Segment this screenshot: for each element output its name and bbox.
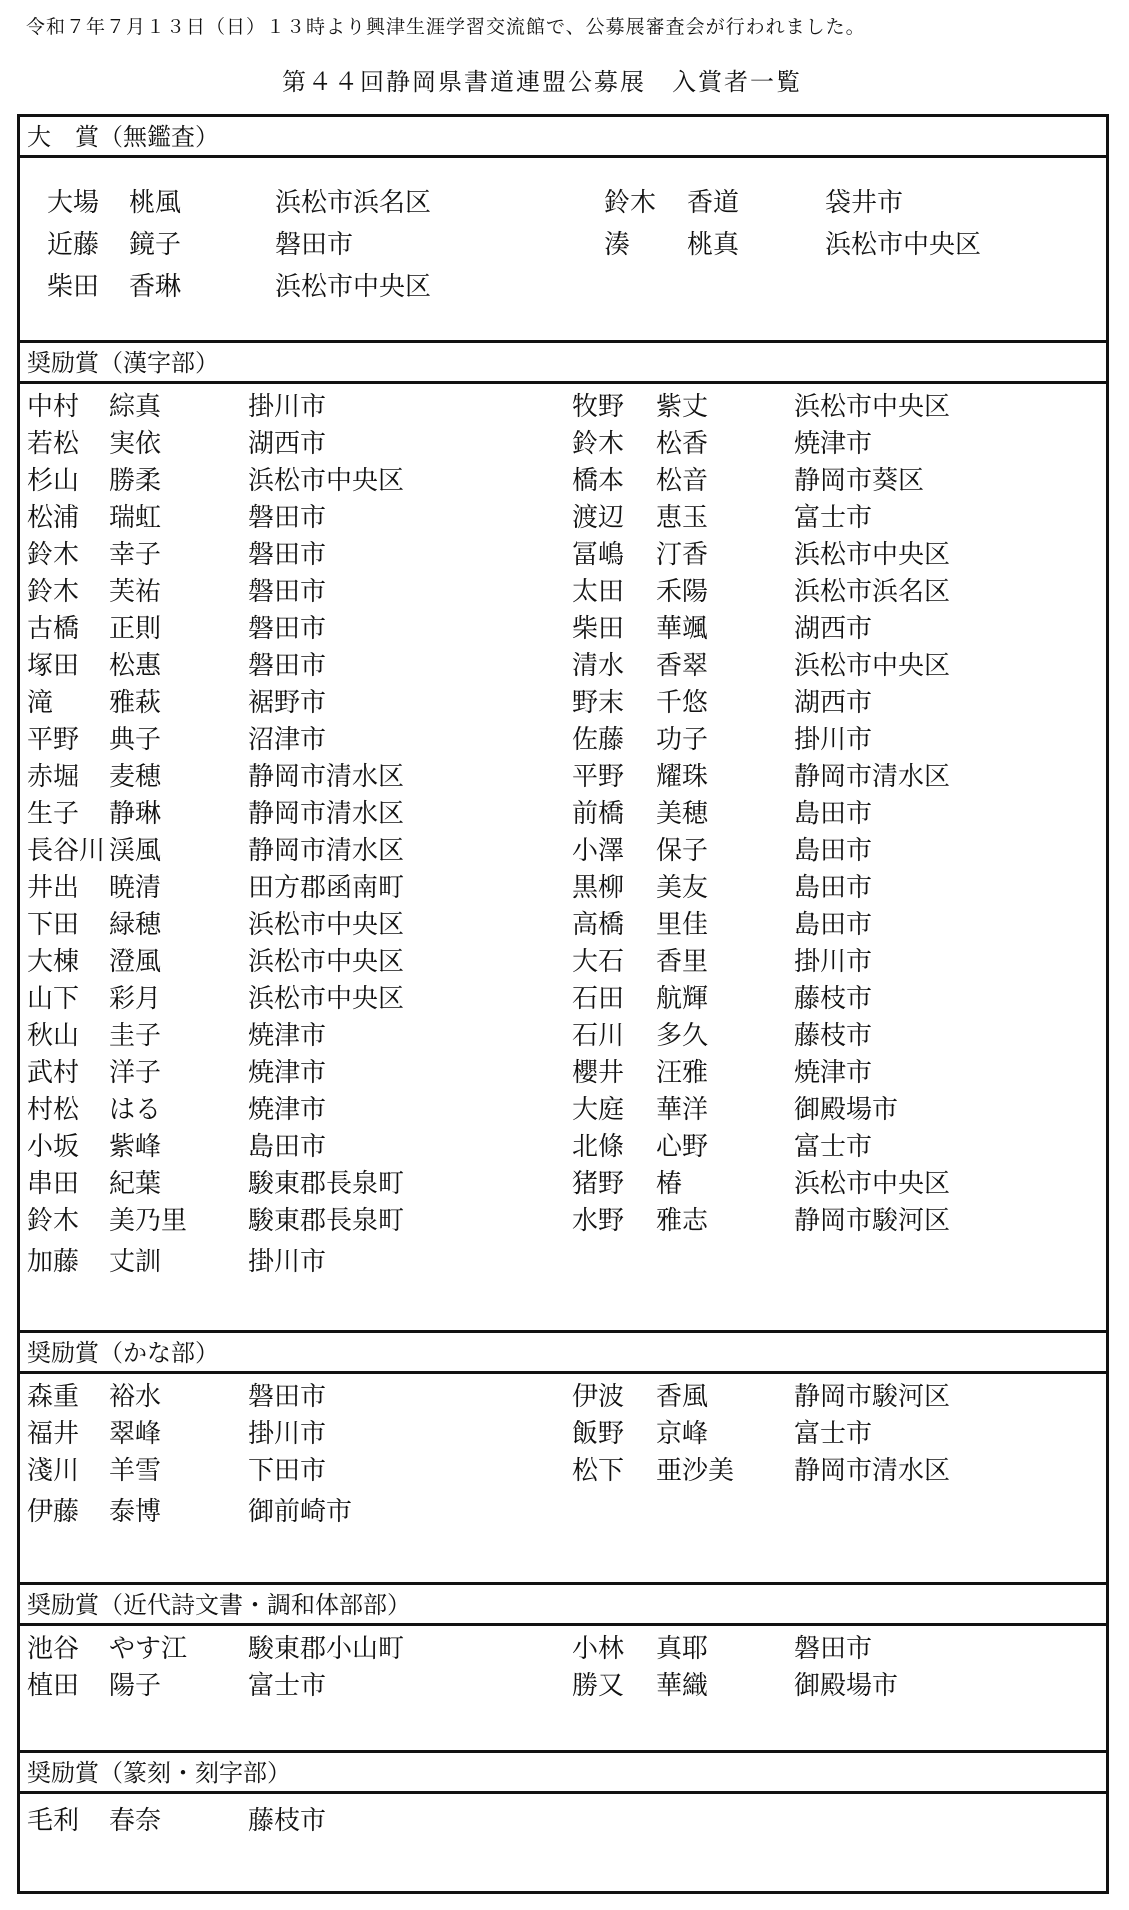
winner-city: 富士市 bbox=[794, 1419, 873, 1449]
winner-given-name: 実依 bbox=[109, 429, 162, 459]
winner-city: 焼津市 bbox=[794, 429, 873, 459]
winner-given-name: 麦穂 bbox=[109, 762, 162, 792]
winner-surname: 塚田 bbox=[27, 651, 80, 681]
winner-city: 焼津市 bbox=[248, 1021, 327, 1051]
section-title: 奨励賞（篆刻・刻字部） bbox=[17, 1750, 1109, 1794]
winner-city: 掛川市 bbox=[248, 1419, 327, 1449]
winner-surname: 伊藤 bbox=[27, 1497, 80, 1527]
winner-surname: 鈴木 bbox=[604, 188, 657, 218]
winner-given-name: 幸子 bbox=[109, 540, 162, 570]
winner-surname: 湊 bbox=[604, 230, 631, 260]
winner-surname: 近藤 bbox=[47, 230, 100, 260]
winner-given-name: 圭子 bbox=[109, 1021, 162, 1051]
award-section bbox=[17, 1750, 1109, 1836]
winner-surname: 大場 bbox=[47, 188, 100, 218]
winner-entry bbox=[17, 834, 1107, 868]
winner-surname: 伊波 bbox=[572, 1382, 625, 1412]
winner-given-name: 暁清 bbox=[109, 873, 162, 903]
winner-city: 浜松市中央区 bbox=[248, 947, 405, 977]
winner-entry bbox=[17, 538, 1107, 572]
winner-city: 磐田市 bbox=[248, 577, 327, 607]
winner-entry bbox=[17, 1495, 1107, 1529]
winner-given-name: 正則 bbox=[109, 614, 162, 644]
winner-city: 磐田市 bbox=[248, 503, 327, 533]
winner-surname: 植田 bbox=[27, 1671, 80, 1701]
winner-entry bbox=[17, 612, 1107, 646]
winner-surname: 松浦 bbox=[27, 503, 80, 533]
winner-given-name: 翠峰 bbox=[109, 1419, 162, 1449]
winner-entry bbox=[17, 1093, 1107, 1127]
winner-city: 御殿場市 bbox=[794, 1671, 899, 1701]
winner-surname: 平野 bbox=[572, 762, 625, 792]
winner-city: 掛川市 bbox=[794, 947, 873, 977]
winner-surname: 猪野 bbox=[572, 1169, 625, 1199]
winner-given-name: 耀珠 bbox=[656, 762, 709, 792]
winner-city: 駿東郡小山町 bbox=[248, 1634, 405, 1664]
winner-given-name: 香里 bbox=[656, 947, 709, 977]
winner-city: 焼津市 bbox=[248, 1095, 327, 1125]
winner-city: 富士市 bbox=[794, 1132, 873, 1162]
winner-surname: 中村 bbox=[27, 392, 80, 422]
intro-text: 令和７年７月１３日（日）１３時より興津生涯学習交流館で、公募展審査会が行われました。 bbox=[26, 16, 866, 38]
winner-city: 磐田市 bbox=[248, 540, 327, 570]
winner-given-name: 香風 bbox=[656, 1382, 709, 1412]
winner-city: 磐田市 bbox=[794, 1634, 873, 1664]
winner-entry bbox=[17, 1056, 1107, 1090]
winner-given-name: 千悠 bbox=[656, 688, 709, 718]
winner-entry bbox=[17, 228, 1107, 262]
winner-city: 焼津市 bbox=[794, 1058, 873, 1088]
section-title: 奨励賞（漢字部） bbox=[17, 340, 1109, 384]
winner-entry bbox=[17, 723, 1107, 757]
winner-city: 藤枝市 bbox=[794, 984, 873, 1014]
winner-entry bbox=[17, 270, 1107, 304]
winner-surname: 鈴木 bbox=[27, 1206, 80, 1236]
winner-given-name: 亜沙美 bbox=[656, 1456, 735, 1486]
winner-given-name: 松惠 bbox=[109, 651, 162, 681]
winner-given-name: 陽子 bbox=[109, 1671, 162, 1701]
winner-city: 袋井市 bbox=[825, 188, 904, 218]
winner-given-name: 松香 bbox=[656, 429, 709, 459]
winner-given-name: 静琳 bbox=[109, 799, 162, 829]
winner-entry bbox=[17, 1245, 1107, 1279]
winner-entry bbox=[17, 1204, 1107, 1238]
winner-city: 島田市 bbox=[794, 799, 873, 829]
winner-surname: 加藤 bbox=[27, 1247, 80, 1277]
winner-given-name: 多久 bbox=[656, 1021, 709, 1051]
winner-given-name: 緑穂 bbox=[109, 910, 162, 940]
winner-surname: 赤堀 bbox=[27, 762, 80, 792]
winner-surname: 鈴木 bbox=[27, 577, 80, 607]
winner-city: 掛川市 bbox=[248, 1247, 327, 1277]
winner-city: 静岡市清水区 bbox=[794, 1456, 951, 1486]
winner-surname: 淺川 bbox=[27, 1456, 80, 1486]
winner-given-name: 禾陽 bbox=[656, 577, 709, 607]
winner-entry bbox=[17, 501, 1107, 535]
winner-surname: 井出 bbox=[27, 873, 80, 903]
winner-city: 駿東郡長泉町 bbox=[248, 1206, 405, 1236]
winner-surname: 滝 bbox=[27, 688, 54, 718]
section-title: 奨励賞（かな部） bbox=[17, 1330, 1109, 1374]
winner-given-name: 典子 bbox=[109, 725, 162, 755]
winner-surname: 下田 bbox=[27, 910, 80, 940]
winner-city: 静岡市葵区 bbox=[794, 466, 925, 496]
winner-surname: 黒柳 bbox=[572, 873, 625, 903]
winner-given-name: 京峰 bbox=[656, 1419, 709, 1449]
award-section bbox=[17, 1330, 1109, 1527]
winner-surname: 大棟 bbox=[27, 947, 80, 977]
winner-surname: 石田 bbox=[572, 984, 625, 1014]
winner-city: 沼津市 bbox=[248, 725, 327, 755]
winner-city: 掛川市 bbox=[248, 392, 327, 422]
winner-city: 藤枝市 bbox=[248, 1806, 327, 1836]
winner-entry bbox=[17, 871, 1107, 905]
winner-given-name: 春奈 bbox=[109, 1806, 162, 1836]
winner-given-name: 航輝 bbox=[656, 984, 709, 1014]
award-section bbox=[17, 340, 1109, 1277]
winner-surname: 水野 bbox=[572, 1206, 625, 1236]
winner-city: 浜松市中央区 bbox=[248, 466, 405, 496]
winner-entry bbox=[17, 1019, 1107, 1053]
winner-surname: 山下 bbox=[27, 984, 80, 1014]
winner-given-name: 汪雅 bbox=[656, 1058, 709, 1088]
winner-entry bbox=[17, 760, 1107, 794]
winner-surname: 小坂 bbox=[27, 1132, 80, 1162]
winner-city: 静岡市清水区 bbox=[794, 762, 951, 792]
winner-surname: 牧野 bbox=[572, 392, 625, 422]
winner-given-name: 泰博 bbox=[109, 1497, 162, 1527]
winner-given-name: 裕水 bbox=[109, 1382, 162, 1412]
winner-city: 島田市 bbox=[794, 873, 873, 903]
winner-entry bbox=[17, 186, 1107, 220]
award-section bbox=[17, 1582, 1109, 1701]
winner-city: 湖西市 bbox=[794, 688, 873, 718]
winner-city: 浜松市浜名区 bbox=[794, 577, 951, 607]
winner-given-name: 勝柔 bbox=[109, 466, 162, 496]
winner-surname: 毛利 bbox=[27, 1806, 80, 1836]
winner-surname: 串田 bbox=[27, 1169, 80, 1199]
winner-given-name: 羊雪 bbox=[109, 1456, 162, 1486]
winner-city: 磐田市 bbox=[248, 1382, 327, 1412]
winner-given-name: 瑞虹 bbox=[109, 503, 162, 533]
winner-entry bbox=[17, 797, 1107, 831]
winner-given-name: 真耶 bbox=[656, 1634, 709, 1664]
winner-city: 静岡市駿河区 bbox=[794, 1206, 951, 1236]
winner-given-name: 香道 bbox=[687, 188, 740, 218]
winner-surname: 柴田 bbox=[47, 272, 100, 302]
winner-surname: 秋山 bbox=[27, 1021, 80, 1051]
winner-city: 磐田市 bbox=[248, 614, 327, 644]
winner-city: 磐田市 bbox=[275, 230, 354, 260]
winner-surname: 鈴木 bbox=[572, 429, 625, 459]
winner-entry bbox=[17, 1632, 1107, 1666]
winner-entry bbox=[17, 1167, 1107, 1201]
winner-entry bbox=[17, 575, 1107, 609]
winner-surname: 太田 bbox=[572, 577, 625, 607]
winner-city: 裾野市 bbox=[248, 688, 327, 718]
winner-given-name: 香琳 bbox=[129, 272, 182, 302]
winner-city: 富士市 bbox=[794, 503, 873, 533]
winner-surname: 杉山 bbox=[27, 466, 80, 496]
winner-given-name: 里佳 bbox=[656, 910, 709, 940]
winner-city: 浜松市中央区 bbox=[275, 272, 432, 302]
winner-surname: 小林 bbox=[572, 1634, 625, 1664]
winner-surname: 柴田 bbox=[572, 614, 625, 644]
winner-given-name: 彩月 bbox=[109, 984, 162, 1014]
winner-given-name: 紀葉 bbox=[109, 1169, 162, 1199]
winner-surname: 石川 bbox=[572, 1021, 625, 1051]
winner-city: 静岡市清水区 bbox=[248, 799, 405, 829]
winner-city: 静岡市清水区 bbox=[248, 836, 405, 866]
winner-city: 島田市 bbox=[794, 910, 873, 940]
winner-entry bbox=[17, 982, 1107, 1016]
winner-city: 静岡市清水区 bbox=[248, 762, 405, 792]
winner-surname: 冨嶋 bbox=[572, 540, 625, 570]
winner-surname: 松下 bbox=[572, 1456, 625, 1486]
winner-city: 磐田市 bbox=[248, 651, 327, 681]
winner-given-name: 心野 bbox=[656, 1132, 709, 1162]
winner-surname: 大石 bbox=[572, 947, 625, 977]
winner-surname: 佐藤 bbox=[572, 725, 625, 755]
winner-given-name: 椿 bbox=[656, 1169, 683, 1199]
winner-entry bbox=[17, 908, 1107, 942]
winner-given-name: 鏡子 bbox=[129, 230, 182, 260]
winner-entry bbox=[17, 945, 1107, 979]
winner-surname: 北條 bbox=[572, 1132, 625, 1162]
winner-city: 浜松市中央区 bbox=[248, 910, 405, 940]
winner-entry bbox=[17, 464, 1107, 498]
winner-surname: 平野 bbox=[27, 725, 80, 755]
winner-surname: 渡辺 bbox=[572, 503, 625, 533]
winner-given-name: 丈訓 bbox=[109, 1247, 162, 1277]
page-title: 第４４回静岡県書道連盟公募展 入賞者一覧 bbox=[282, 68, 802, 96]
winner-city: 浜松市中央区 bbox=[794, 651, 951, 681]
winner-city: 浜松市浜名区 bbox=[275, 188, 432, 218]
winner-given-name: 香翠 bbox=[656, 651, 709, 681]
winner-surname: 若松 bbox=[27, 429, 80, 459]
winner-given-name: 華織 bbox=[656, 1671, 709, 1701]
winner-given-name: 雅志 bbox=[656, 1206, 709, 1236]
winner-given-name: 綜真 bbox=[109, 392, 162, 422]
winner-surname: 前橋 bbox=[572, 799, 625, 829]
winner-given-name: 美乃里 bbox=[109, 1206, 188, 1236]
winner-given-name: 雅萩 bbox=[109, 688, 162, 718]
winner-surname: 武村 bbox=[27, 1058, 80, 1088]
winner-given-name: 桃真 bbox=[687, 230, 740, 260]
section-title: 大 賞（無鑑査） bbox=[17, 114, 1109, 158]
winner-entry bbox=[17, 1804, 1107, 1838]
winner-given-name: 紫峰 bbox=[109, 1132, 162, 1162]
winner-surname: 飯野 bbox=[572, 1419, 625, 1449]
winner-surname: 野末 bbox=[572, 688, 625, 718]
winner-entry bbox=[17, 1380, 1107, 1414]
winner-surname: 清水 bbox=[572, 651, 625, 681]
winner-given-name: やす江 bbox=[109, 1634, 188, 1664]
winner-surname: 櫻井 bbox=[572, 1058, 625, 1088]
winner-entry bbox=[17, 686, 1107, 720]
winner-given-name: 洋子 bbox=[109, 1058, 162, 1088]
winner-given-name: 渓風 bbox=[109, 836, 162, 866]
winner-given-name: 松音 bbox=[656, 466, 709, 496]
winner-city: 浜松市中央区 bbox=[794, 392, 951, 422]
winner-city: 田方郡函南町 bbox=[248, 873, 405, 903]
winner-entry bbox=[17, 390, 1107, 424]
winner-given-name: 汀香 bbox=[656, 540, 709, 570]
winner-city: 駿東郡長泉町 bbox=[248, 1169, 405, 1199]
winner-given-name: 功子 bbox=[656, 725, 709, 755]
winner-entry bbox=[17, 427, 1107, 461]
winner-entry bbox=[17, 1454, 1107, 1488]
winner-surname: 生子 bbox=[27, 799, 80, 829]
winner-given-name: 澄風 bbox=[109, 947, 162, 977]
winner-surname: 森重 bbox=[27, 1382, 80, 1412]
winner-city: 島田市 bbox=[794, 836, 873, 866]
winner-city: 浜松市中央区 bbox=[248, 984, 405, 1014]
winner-given-name: 美穂 bbox=[656, 799, 709, 829]
winner-city: 藤枝市 bbox=[794, 1021, 873, 1051]
winner-surname: 長谷川 bbox=[27, 836, 106, 866]
winner-city: 湖西市 bbox=[248, 429, 327, 459]
winner-surname: 池谷 bbox=[27, 1634, 80, 1664]
winner-given-name: 華洋 bbox=[656, 1095, 709, 1125]
winner-entry bbox=[17, 1669, 1107, 1703]
winner-given-name: 桃風 bbox=[129, 188, 182, 218]
winner-city: 御前崎市 bbox=[248, 1497, 353, 1527]
winner-entry bbox=[17, 649, 1107, 683]
winner-entry bbox=[17, 1130, 1107, 1164]
winner-city: 富士市 bbox=[248, 1671, 327, 1701]
winner-city: 浜松市中央区 bbox=[794, 540, 951, 570]
winner-given-name: 美友 bbox=[656, 873, 709, 903]
winner-surname: 村松 bbox=[27, 1095, 80, 1125]
winner-city: 御殿場市 bbox=[794, 1095, 899, 1125]
winner-surname: 鈴木 bbox=[27, 540, 80, 570]
winner-city: 湖西市 bbox=[794, 614, 873, 644]
winner-given-name: 恵玉 bbox=[656, 503, 709, 533]
winner-given-name: 華颯 bbox=[656, 614, 709, 644]
winner-city: 焼津市 bbox=[248, 1058, 327, 1088]
winner-given-name: 芙祐 bbox=[109, 577, 162, 607]
winner-entry bbox=[17, 1417, 1107, 1451]
winner-surname: 橋本 bbox=[572, 466, 625, 496]
winner-surname: 古橋 bbox=[27, 614, 80, 644]
winner-city: 下田市 bbox=[248, 1456, 327, 1486]
winner-given-name: はる bbox=[109, 1095, 162, 1125]
winner-city: 島田市 bbox=[248, 1132, 327, 1162]
winner-surname: 大庭 bbox=[572, 1095, 625, 1125]
winner-surname: 勝又 bbox=[572, 1671, 625, 1701]
winner-city: 静岡市駿河区 bbox=[794, 1382, 951, 1412]
winner-surname: 小澤 bbox=[572, 836, 625, 866]
winner-surname: 高橋 bbox=[572, 910, 625, 940]
winner-city: 浜松市中央区 bbox=[825, 230, 982, 260]
winner-surname: 福井 bbox=[27, 1419, 80, 1449]
section-title: 奨励賞（近代詩文書・調和体部部） bbox=[17, 1582, 1109, 1626]
winner-city: 浜松市中央区 bbox=[794, 1169, 951, 1199]
winner-city: 掛川市 bbox=[794, 725, 873, 755]
award-section bbox=[17, 114, 1109, 302]
winner-given-name: 保子 bbox=[656, 836, 709, 866]
winner-given-name: 紫丈 bbox=[656, 392, 709, 422]
